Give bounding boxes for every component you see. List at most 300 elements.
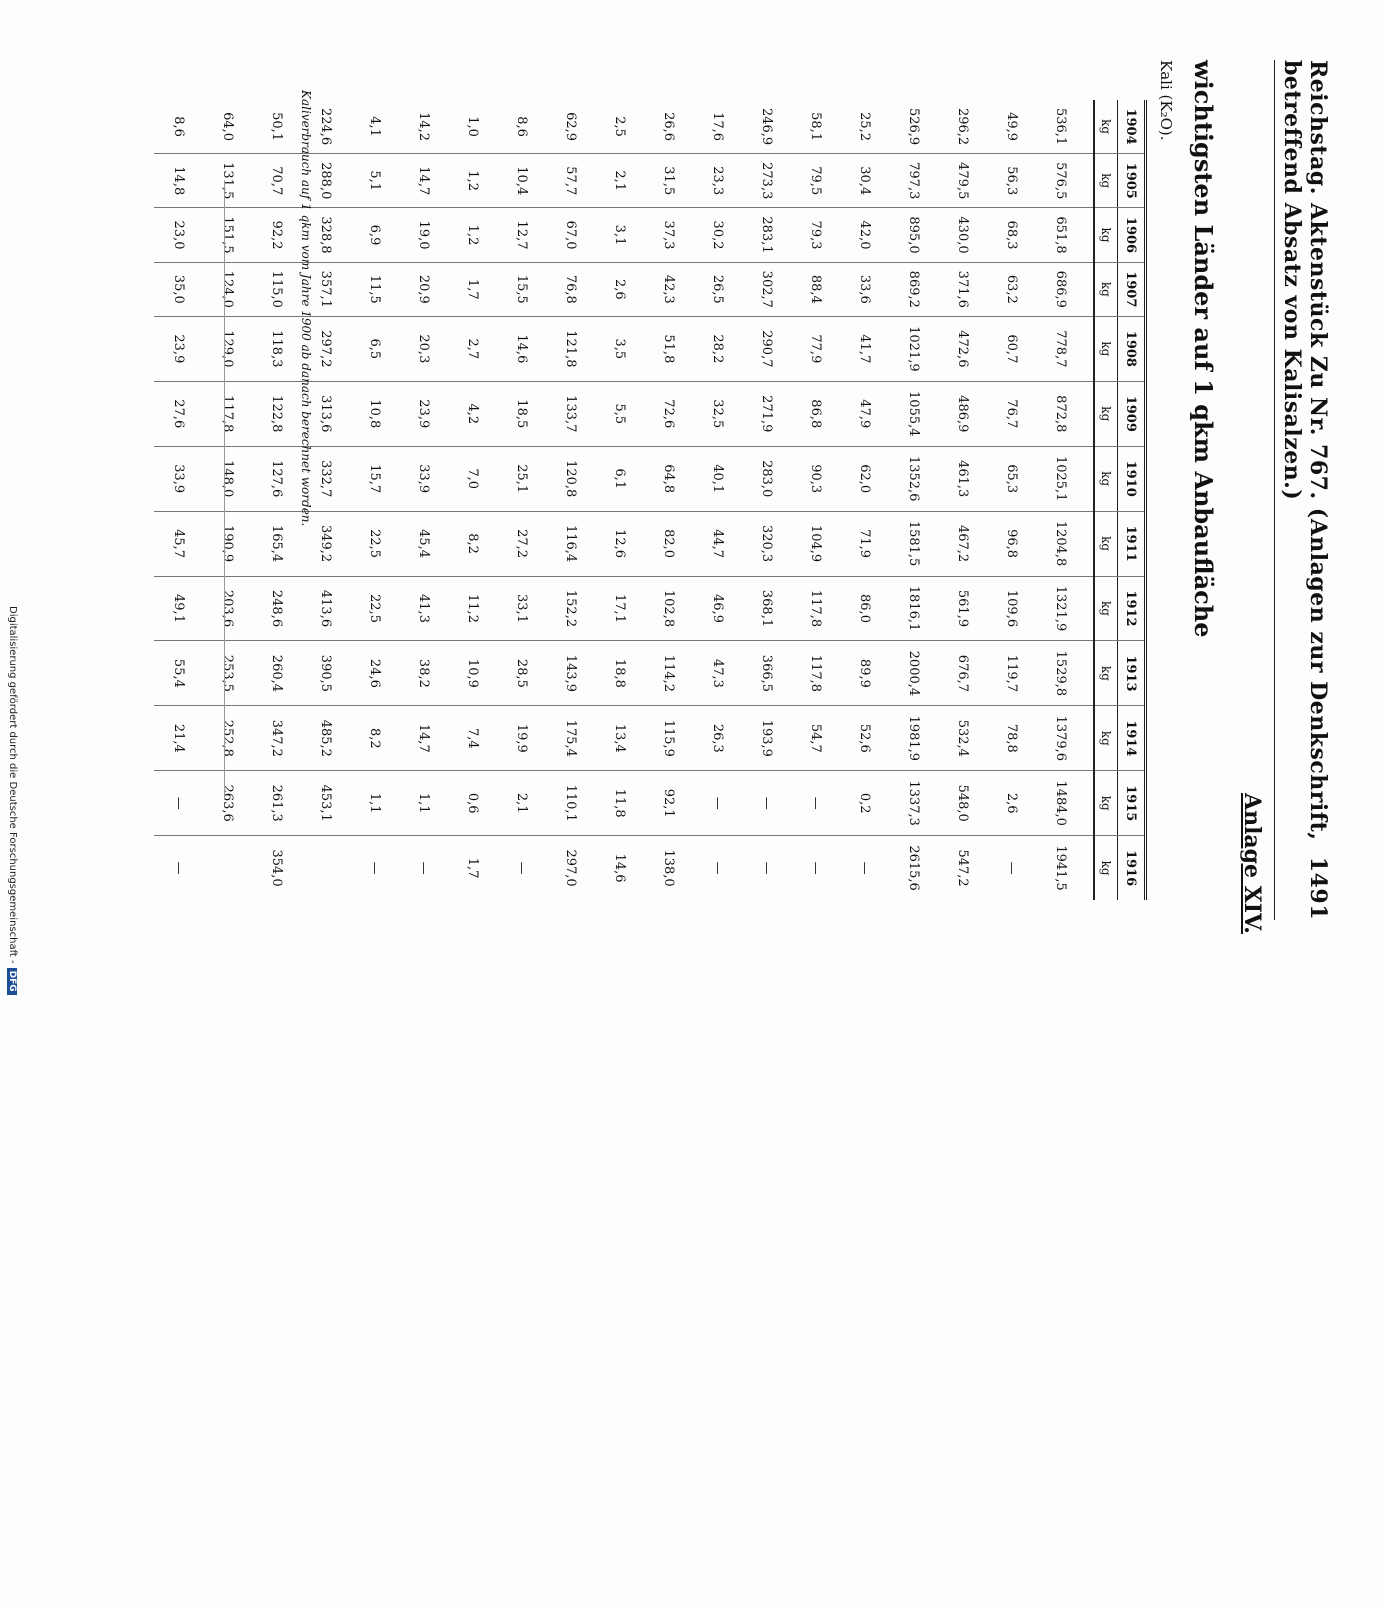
table-cell: 89,9 [840,641,889,706]
table-cell: 90,3 [791,446,840,511]
table-cell: 116,4 [546,511,595,576]
table-cell: 114,2 [644,641,693,706]
table-cell: 347,2 [252,706,301,771]
table-cell: 165,4 [252,511,301,576]
table-cell: 20,3 [399,316,448,381]
table-cell: 778,7 [1036,316,1094,381]
table-cell: 56,3 [987,154,1036,208]
table-cell: 67,0 [546,208,595,262]
table-cell: 20,9 [399,262,448,316]
table-cell: 390,5 [301,641,350,706]
table-cell: 115,9 [644,706,693,771]
table-cell: 151,5 [203,208,252,262]
table-cell: 1025,1 [1036,446,1094,511]
table-cell: 33,6 [840,262,889,316]
table-row [546,100,595,900]
table-cell: 19,0 [399,208,448,262]
table-cell: 17,1 [595,576,644,641]
table-cell: 6,1 [595,446,644,511]
table-cell: 271,9 [742,381,791,446]
table-cell: 71,9 [840,511,889,576]
table-row [644,100,693,900]
table-cell: 33,1 [497,576,546,641]
table-cell: — [693,836,742,900]
table-cell: 49,9 [1004,112,1019,142]
table-row [252,100,301,900]
table-cell: 302,7 [742,262,791,316]
table-cell: 797,3 [889,154,938,208]
table-cell: 110,1 [546,771,595,836]
table-cell: 47,9 [840,381,889,446]
table-row [1036,100,1094,900]
page-header [1274,60,1331,920]
table-cell: 41,3 [399,576,448,641]
table-cell: 96,8 [987,511,1036,576]
unit-header: kg [1094,262,1118,316]
table-cell: 40,1 [693,446,742,511]
table-cell: 55,4 [154,641,203,706]
table-cell: 7,4 [448,706,497,771]
table-cell: 42,3 [644,262,693,316]
table-cell: 288,0 [301,154,350,208]
table-row [595,100,644,900]
table-cell: 124,0 [203,262,252,316]
table-cell: 77,9 [791,316,840,381]
year-header: 1910 [1118,446,1146,511]
table-cell: 320,3 [742,511,791,576]
table-cell: 357,1 [301,262,350,316]
table-cell: 70,7 [252,154,301,208]
table-cell: 52,6 [840,706,889,771]
table-cell: 148,0 [203,446,252,511]
table-cell: 8,2 [350,706,399,771]
table-cell: 10,9 [448,641,497,706]
table-cell: 14,8 [154,154,203,208]
table-cell: 119,7 [987,641,1036,706]
table-cell: 1941,5 [1036,836,1094,900]
table-row [791,100,840,900]
table-cell: 63,2 [987,262,1036,316]
table-cell: 102,8 [644,576,693,641]
table-cell: 120,8 [546,446,595,511]
table-cell: 41,7 [840,316,889,381]
table-row [203,100,252,900]
table-cell: 252,8 [203,706,252,771]
table-row [938,100,987,900]
header-text: Reichstag. Aktenstück Zu Nr. 767. (Anlagen zur Denkschrift, betreffend Absatz von Kalisalzen.) [1279,60,1331,841]
table-cell: 37,3 [644,208,693,262]
table-cell: 27,6 [154,381,203,446]
table-cell: 138,0 [644,836,693,900]
table-cell: 461,3 [938,446,987,511]
table-cell: 22,5 [350,576,399,641]
table-cell: 11,5 [350,262,399,316]
table-cell: 46,9 [693,576,742,641]
unit-header: kg [1094,706,1118,771]
table-row [840,100,889,900]
table-cell: 152,2 [546,576,595,641]
table-cell: 7,0 [448,446,497,511]
table-cell [301,836,350,900]
table-cell: 68,3 [987,208,1036,262]
table-cell: 1484,0 [1036,771,1094,836]
table-cell: 22,5 [350,511,399,576]
table-cell: 62,9 [563,112,578,142]
table-cell: 1021,9 [889,316,938,381]
table-cell: 35,0 [154,262,203,316]
table-cell: 895,0 [889,208,938,262]
table-cell: 0,6 [448,771,497,836]
table-cell: 453,1 [301,771,350,836]
table-row [154,100,203,900]
table-cell: 1204,8 [1036,511,1094,576]
table-cell: 28,2 [693,316,742,381]
table-cell: 203,6 [203,576,252,641]
table-cell: 576,5 [1036,154,1094,208]
table-cell: 1529,8 [1036,641,1094,706]
table-row [497,100,546,900]
table-cell: 0,2 [840,771,889,836]
table-cell: 12,6 [595,511,644,576]
table-cell: 25,1 [497,446,546,511]
table-cell: 115,0 [252,262,301,316]
table-cell: 5,5 [595,381,644,446]
table-cell: 51,8 [644,316,693,381]
table-cell: 290,7 [742,316,791,381]
table-cell: 27,2 [497,511,546,576]
table-cell: 11,2 [448,576,497,641]
table-cell: 15,5 [497,262,546,316]
table-cell: 44,7 [693,511,742,576]
table-cell: 5,1 [350,154,399,208]
table-cell: 4,2 [448,381,497,446]
table-cell: 78,8 [987,706,1036,771]
year-header: 1909 [1118,381,1146,446]
table-cell: 143,9 [546,641,595,706]
table-cell: 64,0 [220,112,235,142]
table-cell: 536,1 [1053,107,1068,146]
year-header: 1911 [1118,511,1146,576]
table-cell: 45,7 [154,511,203,576]
table-cell: 19,9 [497,706,546,771]
table-cell: 86,0 [840,576,889,641]
unit-header: kg [1094,208,1118,262]
table-row [448,100,497,900]
table-cell: 24,6 [350,641,399,706]
table-cell: 354,0 [252,836,301,900]
table-cell: 872,8 [1036,381,1094,446]
table-cell: 2,7 [448,316,497,381]
table-cell: 14,7 [399,706,448,771]
table-cell: 1352,6 [889,446,938,511]
table-cell: 1,1 [350,771,399,836]
table-cell: 2,5 [612,116,627,137]
table-cell: 21,4 [154,706,203,771]
table-cell: 1,7 [448,262,497,316]
table-cell: 49,1 [154,576,203,641]
table-cell: 64,8 [644,446,693,511]
table-cell: 10,4 [497,154,546,208]
table-cell: 368,1 [742,576,791,641]
table-cell [203,836,252,900]
table-cell: — [399,836,448,900]
year-header: 1905 [1118,154,1146,208]
footnote: Kaliverbrauch auf 1 qkm vom Jahre 1900 ab danach berechnet worden. [299,90,313,527]
table-cell: 1,1 [399,771,448,836]
year-header: 1916 [1118,836,1146,900]
table-cell: 1,7 [448,836,497,900]
credit-text: Digitalisierung gefördert durch die Deutsche Forschungsgemeinschaft - [7,606,18,964]
table-cell: — [742,836,791,900]
table-cell: 6,5 [350,316,399,381]
table-cell: 296,2 [955,107,970,146]
table-cell: — [987,836,1036,900]
table-cell: 248,6 [252,576,301,641]
dfg-logo: DFG [7,968,17,995]
table-cell: 1379,6 [1036,706,1094,771]
table-cell: 651,8 [1036,208,1094,262]
table-subtitle: Kali (K₂O). [1157,60,1175,141]
table-cell: 117,8 [791,576,840,641]
unit-header: kg [1094,836,1118,900]
table-cell: 23,9 [154,316,203,381]
year-header-row [1118,100,1146,900]
year-header: 1914 [1118,706,1146,771]
table-cell: 2,6 [595,262,644,316]
table-cell: 28,5 [497,641,546,706]
table-cell: 547,2 [938,836,987,900]
table-cell: 430,0 [938,208,987,262]
table-cell: 131,5 [203,154,252,208]
table-cell: 366,5 [742,641,791,706]
digitization-credit [0,606,18,1606]
table-cell: 260,4 [252,641,301,706]
table-cell: 1,2 [448,154,497,208]
table-cell: — [154,771,203,836]
table-cell: 79,3 [791,208,840,262]
table-cell: 122,8 [252,381,301,446]
table-row [889,100,938,900]
table-cell: 76,7 [987,381,1036,446]
unit-header: kg [1094,381,1118,446]
table-cell: 349,2 [301,511,350,576]
table-cell: 31,5 [644,154,693,208]
table-cell: 263,6 [203,771,252,836]
appendix-label: Anlage XIV. [1239,793,1265,934]
year-header: 1915 [1118,771,1146,836]
table-cell: 2615,6 [889,836,938,900]
table-title: wichtigsten Länder auf 1 qkm Anbaufläche [1189,60,1218,638]
table-cell: 371,6 [938,262,987,316]
table-cell: 1,2 [448,208,497,262]
table-cell: 2,1 [595,154,644,208]
table-cell: 23,0 [154,208,203,262]
table-cell: 79,5 [791,154,840,208]
table-cell: 472,6 [938,316,987,381]
table-cell: 10,8 [350,381,399,446]
table-cell: 479,5 [938,154,987,208]
footnote-rule [224,180,225,800]
year-header: 1907 [1118,262,1146,316]
table-cell: 14,6 [595,836,644,900]
table-cell: 1981,9 [889,706,938,771]
table-cell: 1816,1 [889,576,938,641]
table-cell: 561,9 [938,576,987,641]
unit-header: kg [1094,641,1118,706]
table-cell: 127,6 [252,446,301,511]
table-cell: 548,0 [938,771,987,836]
table-cell: 14,6 [497,316,546,381]
table-cell: 1321,9 [1036,576,1094,641]
table-cell: 33,9 [154,446,203,511]
table-cell: — [840,836,889,900]
table-cell: 413,6 [301,576,350,641]
table-cell: 253,5 [203,641,252,706]
table-cell: 76,8 [546,262,595,316]
table-cell: — [497,836,546,900]
table-cell: 224,6 [318,107,333,146]
table-cell: 485,2 [301,706,350,771]
table-cell: 467,2 [938,511,987,576]
table-cell: — [154,836,203,900]
table-cell: 118,3 [252,316,301,381]
table-cell: — [350,836,399,900]
table-cell: 32,5 [693,381,742,446]
table-cell: 8,6 [171,116,186,137]
unit-header: kg [1094,511,1118,576]
table-cell: 54,7 [791,706,840,771]
table-cell: 1,0 [465,116,480,137]
year-header: 1912 [1118,576,1146,641]
unit-header: kg [1094,771,1118,836]
table-cell: 117,8 [203,381,252,446]
table-cell: 1055,4 [889,381,938,446]
table-cell: 62,0 [840,446,889,511]
table-cell: — [791,836,840,900]
table-cell: 92,1 [644,771,693,836]
table-cell: 23,3 [693,154,742,208]
table-row [693,100,742,900]
table-cell: 193,9 [742,706,791,771]
table-cell: 72,6 [644,381,693,446]
year-header: 1906 [1118,208,1146,262]
table-cell: 3,5 [595,316,644,381]
table-cell: 65,3 [987,446,1036,511]
table-cell: 58,1 [808,112,823,142]
table-cell: 18,8 [595,641,644,706]
table-cell: 14,2 [416,112,431,142]
table-cell: 4,1 [367,116,382,137]
table-cell: 86,8 [791,381,840,446]
table-cell: 1337,3 [889,771,938,836]
table-cell: 33,9 [399,446,448,511]
table-cell: 1581,5 [889,511,938,576]
table-cell: 532,4 [938,706,987,771]
unit-header: kg [1094,100,1118,154]
table-cell: 88,4 [791,262,840,316]
table-cell: 297,2 [301,316,350,381]
table-cell: — [742,771,791,836]
table-cell: 26,6 [661,112,676,142]
table-cell: 13,4 [595,706,644,771]
table-row [399,100,448,900]
table-cell: 283,1 [742,208,791,262]
table-cell: 30,2 [693,208,742,262]
unit-header: kg [1094,154,1118,208]
table-cell: 11,8 [595,771,644,836]
table-cell: 8,6 [514,116,529,137]
table-cell: 26,3 [693,706,742,771]
table-cell: 45,4 [399,511,448,576]
table-cell: 30,4 [840,154,889,208]
table-cell: 261,3 [252,771,301,836]
table-cell: — [791,771,840,836]
table-cell: 38,2 [399,641,448,706]
table-cell: 526,9 [906,107,921,146]
table-cell: 47,3 [693,641,742,706]
table-cell: 82,0 [644,511,693,576]
table-cell: 17,6 [710,112,725,142]
table-cell: 121,8 [546,316,595,381]
year-header: 1904 [1118,100,1146,154]
table-cell: 676,7 [938,641,987,706]
table-cell: 3,1 [595,208,644,262]
table-cell: 92,2 [252,208,301,262]
table-cell: 14,7 [399,154,448,208]
table-cell: 283,0 [742,446,791,511]
table-cell: 57,7 [546,154,595,208]
table-cell: 6,9 [350,208,399,262]
table-cell: 117,8 [791,641,840,706]
table-cell: 133,7 [546,381,595,446]
table-row [742,100,791,900]
unit-header: kg [1094,576,1118,641]
table-cell: 104,9 [791,511,840,576]
year-header: 1913 [1118,641,1146,706]
table-cell: 328,8 [301,208,350,262]
unit-header: kg [1094,316,1118,381]
table-cell: 313,6 [301,381,350,446]
table-cell: 60,7 [987,316,1036,381]
page-number: 1491 [1305,856,1331,920]
table-cell: 2,6 [987,771,1036,836]
table-cell: 129,0 [203,316,252,381]
table-cell: 18,5 [497,381,546,446]
table-cell: 8,2 [448,511,497,576]
table-cell: — [693,771,742,836]
table-cell: 2,1 [497,771,546,836]
table-cell: 15,7 [350,446,399,511]
table-cell: 246,9 [759,107,774,146]
table-cell: 297,0 [546,836,595,900]
table-cell: 686,9 [1036,262,1094,316]
year-header: 1908 [1118,316,1146,381]
table-cell: 486,9 [938,381,987,446]
table-cell: 25,2 [857,112,872,142]
unit-header-row [1094,100,1118,900]
table-cell: 175,4 [546,706,595,771]
table-cell: 190,9 [203,511,252,576]
table-cell: 50,1 [269,112,284,142]
table-cell: 109,6 [987,576,1036,641]
table-cell: 273,3 [742,154,791,208]
table-cell: 2000,4 [889,641,938,706]
table-cell: 42,0 [840,208,889,262]
unit-header: kg [1094,446,1118,511]
table-row [350,100,399,900]
table-cell: 23,9 [399,381,448,446]
table-cell: 332,7 [301,446,350,511]
